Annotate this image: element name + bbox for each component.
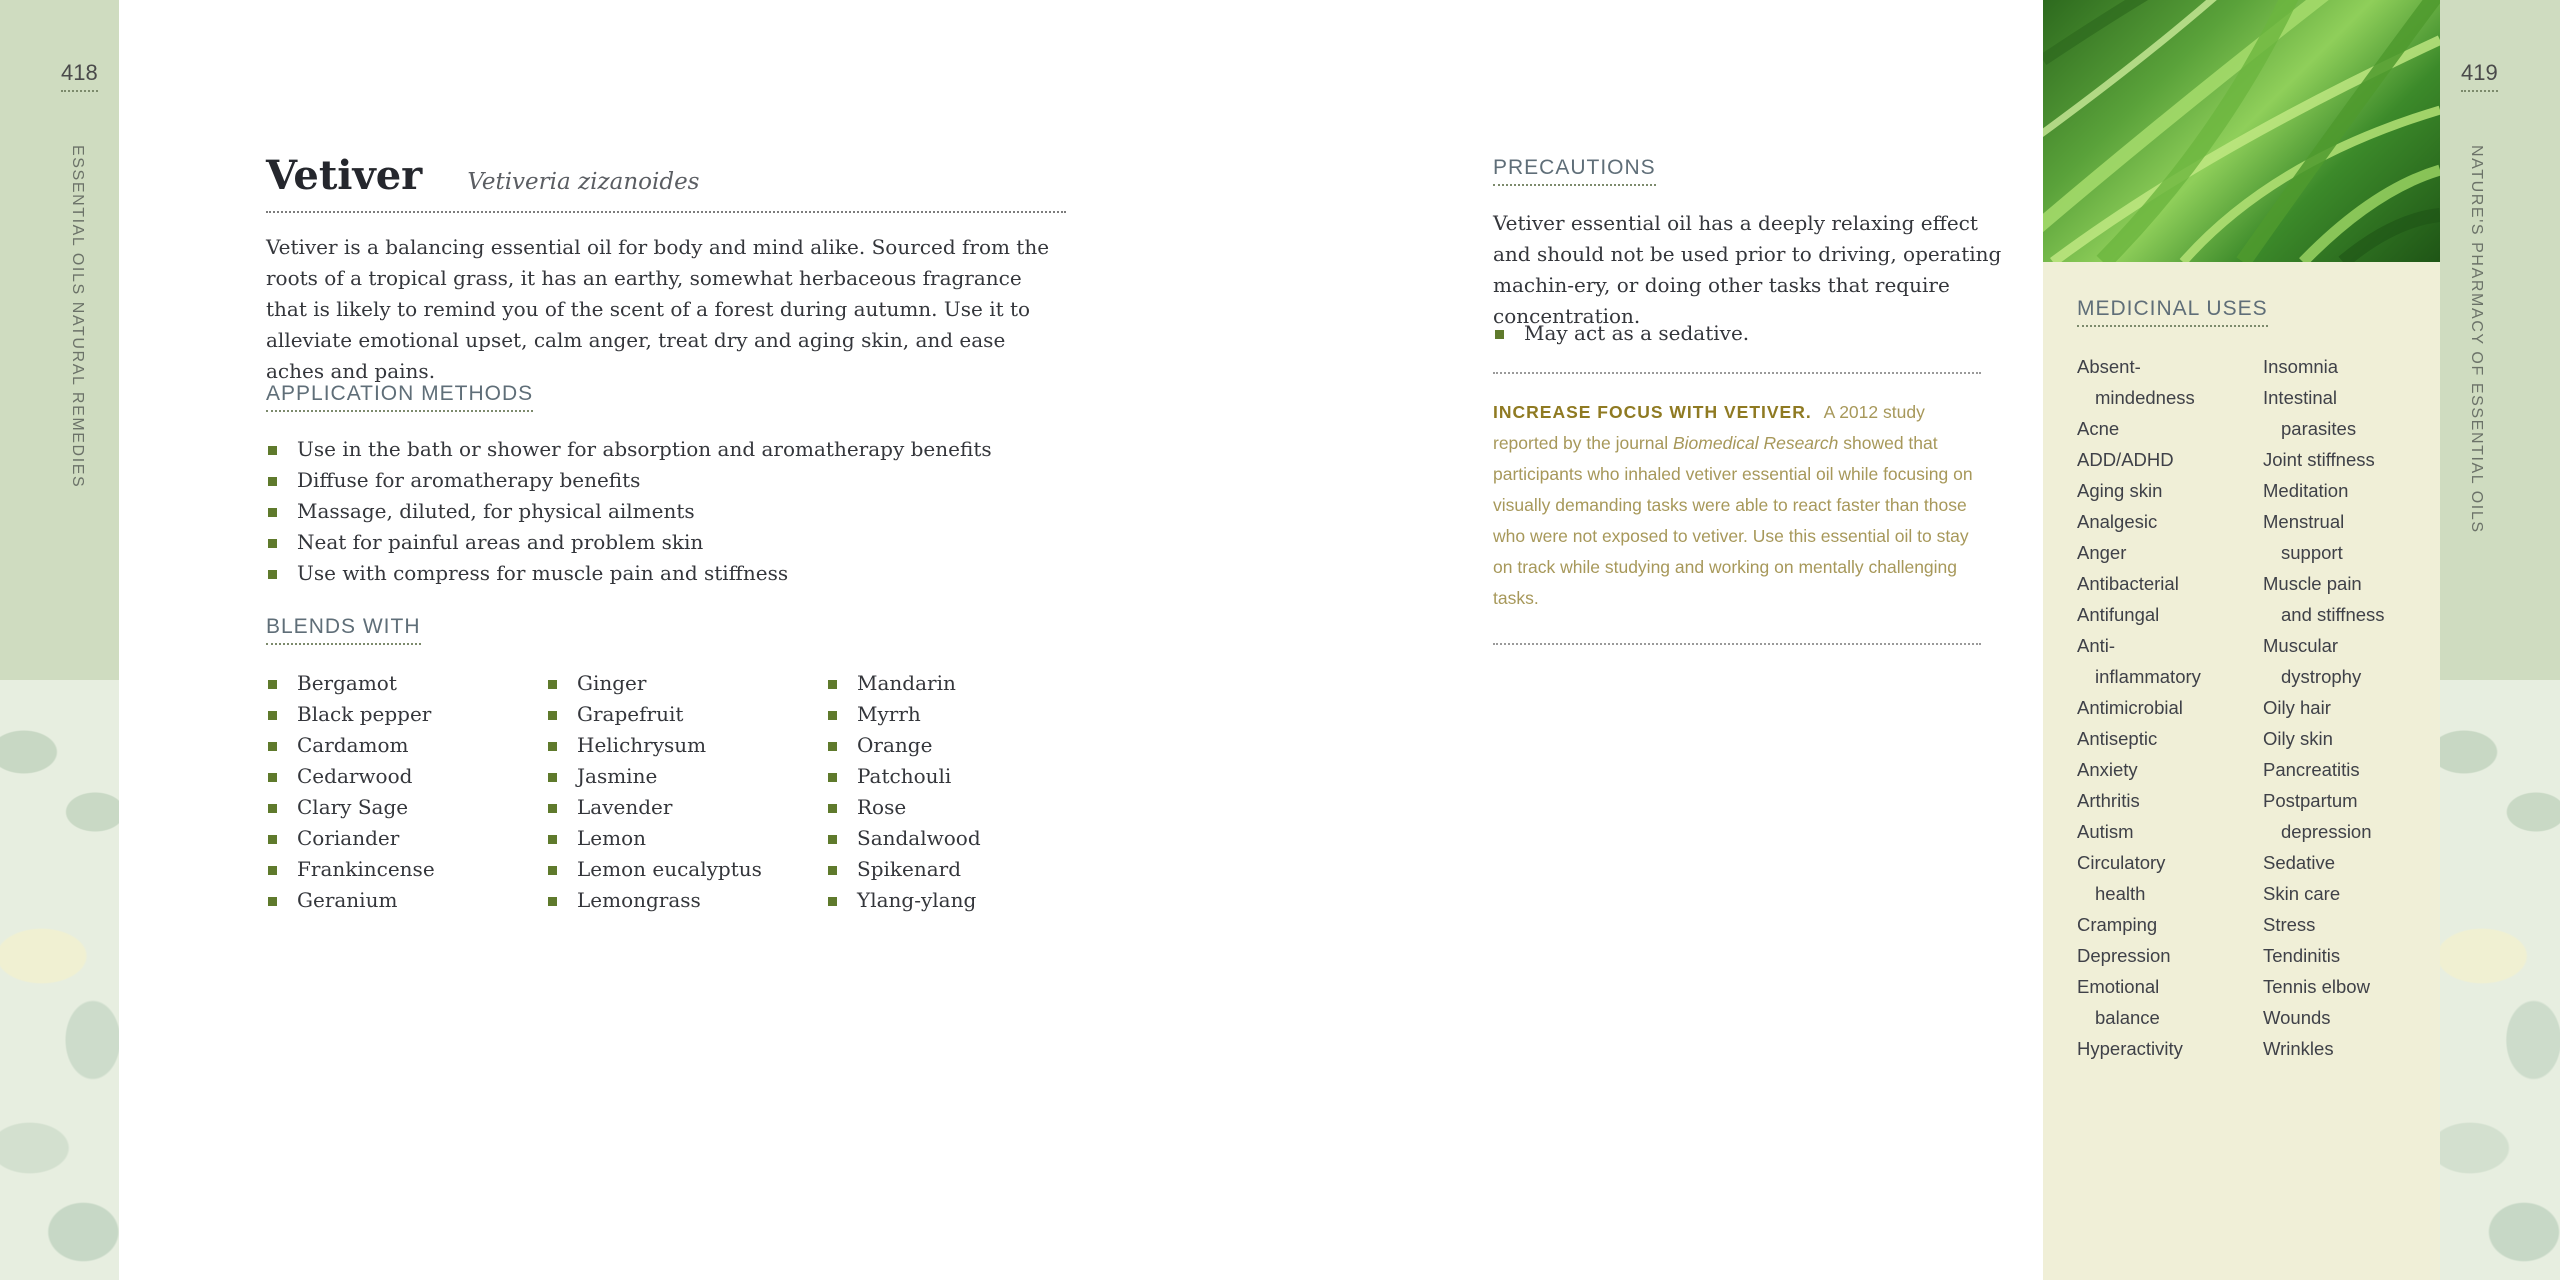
medicinal-use-item xyxy=(2263,940,2385,971)
medicinal-use-text: Muscular xyxy=(2263,635,2339,656)
list-item: Myrrh xyxy=(826,699,981,730)
medicinal-use-item xyxy=(2263,692,2385,723)
list-item: Grapefruit xyxy=(546,699,762,730)
list-item: Cedarwood xyxy=(266,761,435,792)
medicinal-use-item xyxy=(2077,351,2201,413)
tip-heading: INCREASE FOCUS WITH VETIVER. xyxy=(1493,402,1812,422)
medicinal-use-item xyxy=(2263,785,2385,847)
medicinal-use-text: Acne xyxy=(2077,418,2120,439)
medicinal-use-text: Pancreatitis xyxy=(2263,759,2360,780)
left-strip-leaf-pattern xyxy=(0,680,119,1280)
list-item: Neat for painful areas and problem skin xyxy=(266,527,992,558)
right-strip-solid xyxy=(2440,0,2560,680)
medicinal-use-item xyxy=(2077,940,2201,971)
medicinal-use-text: Sedative xyxy=(2263,852,2335,873)
medicinal-use-item xyxy=(2263,568,2385,630)
medicinal-use-text: Anti- xyxy=(2077,635,2116,656)
medicinal-use-continuation: support xyxy=(2281,542,2343,563)
list-item: Geranium xyxy=(266,885,435,916)
entry-title-row xyxy=(266,152,1066,213)
medicinal-use-continuation: and stiffness xyxy=(2281,604,2385,625)
medicinal-use-text: Circulatory xyxy=(2077,852,2166,873)
medicinal-use-text: Anxiety xyxy=(2077,759,2138,780)
list-item: Lavender xyxy=(546,792,762,823)
grass-blades-image xyxy=(2043,0,2440,262)
list-item: Use with compress for muscle pain and stiffness xyxy=(266,558,992,589)
list-item: Cardamom xyxy=(266,730,435,761)
left-strip-solid xyxy=(0,0,119,680)
medicinal-use-text: Wounds xyxy=(2263,1007,2331,1028)
medicinal-use-item xyxy=(2263,506,2385,568)
medicinal-use-item xyxy=(2077,537,2201,568)
medicinal-use-text: Hyperactivity xyxy=(2077,1038,2183,1059)
medicinal-use-item xyxy=(2263,475,2385,506)
list-item: Ylang-ylang xyxy=(826,885,981,916)
medicinal-use-item xyxy=(2077,909,2201,940)
medicinal-use-item xyxy=(2077,971,2201,1033)
entry-title: Vetiver xyxy=(266,152,423,199)
medicinal-use-text: Tennis elbow xyxy=(2263,976,2370,997)
medicinal-use-text: Antifungal xyxy=(2077,604,2160,625)
medicinal-use-item xyxy=(2077,723,2201,754)
blends-with-column-3 xyxy=(826,668,981,916)
medicinal-use-text: Antibacterial xyxy=(2077,573,2179,594)
right-strip-leaf-pattern xyxy=(2440,680,2560,1280)
medicinal-uses-column-2 xyxy=(2263,351,2385,1064)
precautions-list xyxy=(1493,318,1749,349)
list-item: Massage, diluted, for physical ailments xyxy=(266,496,992,527)
medicinal-use-item xyxy=(2263,444,2385,475)
medicinal-use-item xyxy=(2077,599,2201,630)
medicinal-use-item xyxy=(2077,568,2201,599)
medicinal-use-item xyxy=(2263,878,2385,909)
right-page-number: 419 xyxy=(2461,60,2498,92)
list-item: Mandarin xyxy=(826,668,981,699)
precautions-heading: PRECAUTIONS xyxy=(1493,156,1656,186)
medicinal-use-continuation: depression xyxy=(2281,821,2372,842)
list-item: May act as a sedative. xyxy=(1493,318,1749,349)
medicinal-use-text: Depression xyxy=(2077,945,2171,966)
medicinal-use-item xyxy=(2263,630,2385,692)
right-side-strip xyxy=(2440,0,2560,1280)
medicinal-use-item xyxy=(2077,1033,2201,1064)
medicinal-use-item xyxy=(2263,847,2385,878)
precautions-text: Vetiver essential oil has a deeply relaxing effect and should not be used prior to driving, operating machin-ery, or doing other tasks that require concentration. xyxy=(1493,211,2002,328)
medicinal-use-item xyxy=(2263,754,2385,785)
tip-text-after: showed that participants who inhaled vetiver essential oil while focusing on visually demanding tasks were able to react faster than those who were not exposed to vetiver. Use this essential oil to stay on track while studying and working on mentally challenging tasks. xyxy=(1493,433,1973,608)
medicinal-use-item xyxy=(2077,475,2201,506)
medicinal-use-text: Insomnia xyxy=(2263,356,2339,377)
medicinal-use-continuation: dystrophy xyxy=(2281,666,2362,687)
medicinal-use-text: ADD/ADHD xyxy=(2077,449,2174,470)
list-item: Black pepper xyxy=(266,699,435,730)
blends-with-heading: BLENDS WITH xyxy=(266,615,421,645)
medicinal-use-item xyxy=(2077,444,2201,475)
medicinal-use-continuation: health xyxy=(2095,883,2146,904)
list-item: Clary Sage xyxy=(266,792,435,823)
medicinal-use-text: Joint stiffness xyxy=(2263,449,2375,470)
right-running-head: NATURE'S PHARMACY OF ESSENTIAL OILS xyxy=(2468,145,2485,534)
blends-with-column-1 xyxy=(266,668,435,916)
medicinal-use-item xyxy=(2077,413,2201,444)
medicinal-use-item xyxy=(2077,816,2201,847)
medicinal-use-text: Antimicrobial xyxy=(2077,697,2183,718)
list-item: Ginger xyxy=(546,668,762,699)
medicinal-use-text: Antiseptic xyxy=(2077,728,2158,749)
medicinal-use-item xyxy=(2263,382,2385,444)
medicinal-use-text: Intestinal xyxy=(2263,387,2338,408)
medicinal-use-text: Analgesic xyxy=(2077,511,2158,532)
blends-with-column-2 xyxy=(546,668,762,916)
medicinal-use-item xyxy=(2077,692,2201,723)
left-running-head: ESSENTIAL OILS NATURAL REMEDIES xyxy=(69,145,86,489)
medicinal-use-item xyxy=(2263,971,2385,1002)
medicinal-use-item xyxy=(2077,630,2201,692)
left-page-number: 418 xyxy=(61,60,98,92)
medicinal-use-item xyxy=(2077,847,2201,909)
vetiver-grass-photo xyxy=(2043,0,2440,262)
medicinal-use-continuation: parasites xyxy=(2281,418,2357,439)
list-item: Use in the bath or shower for absorption and aromatherapy benefits xyxy=(266,434,992,465)
application-methods-list xyxy=(266,434,992,589)
medicinal-use-continuation: mindedness xyxy=(2095,387,2195,408)
entry-intro: Vetiver is a balancing essential oil for body and mind alike. Sourced from the roots of a tropical grass, it has an earthy, somewhat herbaceous fragrance that is likely to remind you of the scent of a forest during autumn. Use it to alleviate emotional upset, calm anger, treat dry and aging skin, and ease aches and pains. xyxy=(266,235,1050,383)
list-item: Lemon eucalyptus xyxy=(546,854,762,885)
medicinal-use-text: Autism xyxy=(2077,821,2134,842)
medicinal-use-continuation: balance xyxy=(2095,1007,2160,1028)
medicinal-uses-heading: MEDICINAL USES xyxy=(2077,297,2268,327)
list-item: Spikenard xyxy=(826,854,981,885)
list-item: Frankincense xyxy=(266,854,435,885)
medicinal-use-text: Tendinitis xyxy=(2263,945,2341,966)
medicinal-use-text: Meditation xyxy=(2263,480,2349,501)
medicinal-use-text: Oily skin xyxy=(2263,728,2333,749)
medicinal-use-text: Arthritis xyxy=(2077,790,2140,811)
medicinal-use-item xyxy=(2263,351,2385,382)
medicinal-use-text: Skin care xyxy=(2263,883,2341,904)
medicinal-use-text: Menstrual xyxy=(2263,511,2345,532)
medicinal-use-text: Cramping xyxy=(2077,914,2158,935)
medicinal-use-text: Muscle pain xyxy=(2263,573,2362,594)
application-methods-heading: APPLICATION METHODS xyxy=(266,382,533,412)
tip-text-before: A 2012 study reported by the journal xyxy=(1493,402,1925,453)
list-item: Lemongrass xyxy=(546,885,762,916)
list-item: Coriander xyxy=(266,823,435,854)
left-side-strip xyxy=(0,0,119,1280)
list-item: Bergamot xyxy=(266,668,435,699)
list-item: Lemon xyxy=(546,823,762,854)
list-item: Patchouli xyxy=(826,761,981,792)
medicinal-use-item xyxy=(2077,785,2201,816)
list-item: Sandalwood xyxy=(826,823,981,854)
focus-tip xyxy=(1493,397,1983,614)
medicinal-use-text: Absent- xyxy=(2077,356,2141,377)
medicinal-use-text: Oily hair xyxy=(2263,697,2331,718)
medicinal-use-item xyxy=(2077,506,2201,537)
medicinal-uses-column-1 xyxy=(2077,351,2201,1064)
list-item: Jasmine xyxy=(546,761,762,792)
medicinal-use-text: Anger xyxy=(2077,542,2127,563)
medicinal-use-text: Wrinkles xyxy=(2263,1038,2334,1059)
list-item: Diffuse for aromatherapy benefits xyxy=(266,465,992,496)
medicinal-use-item xyxy=(2263,723,2385,754)
list-item: Helichrysum xyxy=(546,730,762,761)
tip-bottom-divider xyxy=(1493,643,1981,645)
list-item: Rose xyxy=(826,792,981,823)
entry-latin-name: Vetiveria zizanoides xyxy=(467,169,700,195)
medicinal-use-item xyxy=(2077,754,2201,785)
medicinal-use-text: Emotional xyxy=(2077,976,2160,997)
medicinal-use-item xyxy=(2263,909,2385,940)
medicinal-use-item xyxy=(2263,1033,2385,1064)
medicinal-use-continuation: inflammatory xyxy=(2095,666,2201,687)
tip-top-divider xyxy=(1493,372,1981,374)
medicinal-use-text: Stress xyxy=(2263,914,2316,935)
tip-journal-name: Biomedical Research xyxy=(1673,433,1839,453)
medicinal-use-item xyxy=(2263,1002,2385,1033)
medicinal-use-text: Aging skin xyxy=(2077,480,2163,501)
list-item: Orange xyxy=(826,730,981,761)
medicinal-use-text: Postpartum xyxy=(2263,790,2358,811)
